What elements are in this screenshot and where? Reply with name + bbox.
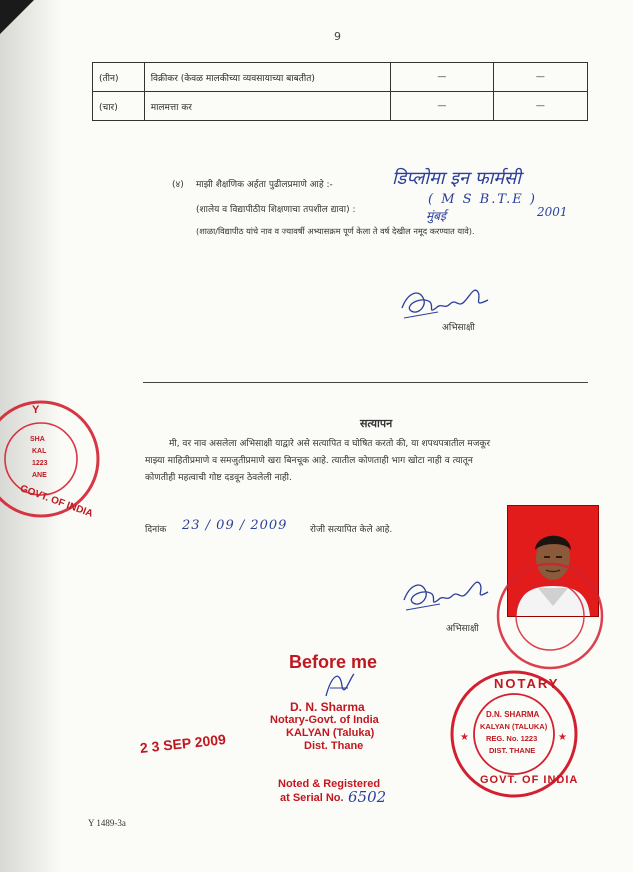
row-label: विक्रीकर (केवळ मालकीच्या व्यवसायाच्या बाबतीत) (144, 63, 390, 92)
left-seal-line-1: SHA (30, 436, 45, 443)
education-line-3: (शाळा/विद्यापीठ यांचे नाव व ज्यावर्षी अभ्यासक्रम पूर्ण केला ते वर्ष देखील नमूद करण्यात यावे). (196, 226, 475, 236)
seal-bottom-text: GOVT. OF INDIA (480, 774, 579, 786)
handwritten-board: ( M S B.T.E ) (428, 192, 537, 207)
footer-code: Y 1489-3a (88, 818, 126, 828)
handwritten-qualification: डिप्लोमा इन फार्मसी (392, 168, 521, 189)
signature-label-1: अभिसाक्षी (442, 323, 475, 333)
education-line-2: (शालेय व विद्यापीठीय शिक्षणाचा तपशील द्यावा) : (196, 205, 356, 215)
verification-date: 23 / 09 / 2009 (182, 518, 288, 533)
row-value: — (493, 92, 587, 121)
table-row (93, 63, 588, 92)
serial-number: 6502 (348, 788, 387, 806)
notary-signature (322, 668, 358, 702)
notary-line-4: Dist. Thane (304, 740, 364, 752)
table-row (93, 92, 588, 121)
row-value: — (391, 63, 493, 92)
left-seal (0, 398, 102, 520)
notary-name: D. N. Sharma (290, 700, 365, 714)
tax-table (92, 62, 588, 121)
left-seal-bottom: GOVT. OF INDIA (18, 483, 95, 520)
seal-line-3: REG. No. 1223 (486, 734, 538, 743)
noted-registered: Noted & Registered (278, 778, 381, 790)
left-seal-line-3: 1223 (32, 460, 48, 467)
education-line-1: माझी शैक्षणिक अर्हता पुढीलप्रमाणे आहे :- (196, 180, 333, 190)
verification-line-1: मी, वर नाव असलेला अभिसाक्षी याद्वारे असे सत्यापित व घोषित करतो की, या शपथपत्रातील मजकूर (169, 439, 491, 449)
date-suffix: रोजी सत्यापित केले आहे. (310, 525, 393, 535)
verification-line-2: माझ्या माहितीप्रमाणे व समजुतीप्रमाणे खरा बिनचूक आहे. त्यातील कोणताही भाग खोटा नाही व त्यातून (145, 456, 473, 466)
row-number: (तीन) (93, 63, 145, 92)
signature-label-2: अभिसाक्षी (446, 624, 479, 634)
education-item-number: (४) (172, 180, 184, 190)
photo-seal (494, 560, 606, 672)
row-number: (चार) (93, 92, 145, 121)
divider (143, 382, 588, 383)
page-number: 9 (334, 30, 341, 43)
row-label: मालमत्ता कर (144, 92, 390, 121)
date-prefix: दिनांक (145, 525, 167, 535)
handwritten-year: 2001 (537, 205, 568, 219)
left-seal-line-4: ANE (32, 472, 47, 479)
verification-heading: सत्यापन (360, 417, 393, 430)
folded-corner (0, 0, 34, 34)
row-value: — (493, 63, 587, 92)
seal-line-1: D.N. SHARMA (486, 710, 540, 719)
svg-text:★: ★ (460, 732, 469, 743)
before-me-stamp: Before me (289, 652, 378, 672)
serial-prefix: at Serial No. (280, 792, 344, 804)
svg-text:★: ★ (558, 732, 567, 743)
seal-line-2: KALYAN (TALUKA) (480, 722, 548, 731)
seal-top-text: NOTARY (494, 676, 560, 691)
notary-seal (448, 668, 580, 800)
notary-line-2: Notary-Govt. of India (270, 714, 379, 726)
seal-line-4: DIST. THANE (489, 746, 536, 755)
row-value: — (391, 92, 493, 121)
date-stamp: 2 3 SEP 2009 (139, 731, 227, 756)
notary-line-3: KALYAN (Taluka) (286, 727, 375, 739)
verification-line-3: कोणतीही महत्वाची गोष्ट दडवून ठेवलेली नाही. (145, 473, 292, 483)
left-seal-line-2: KAL (32, 448, 47, 455)
signature-1 (398, 278, 494, 324)
left-seal-top: Y (32, 404, 40, 416)
signature-2 (400, 572, 492, 616)
handwritten-place: मुंबई (426, 209, 446, 223)
